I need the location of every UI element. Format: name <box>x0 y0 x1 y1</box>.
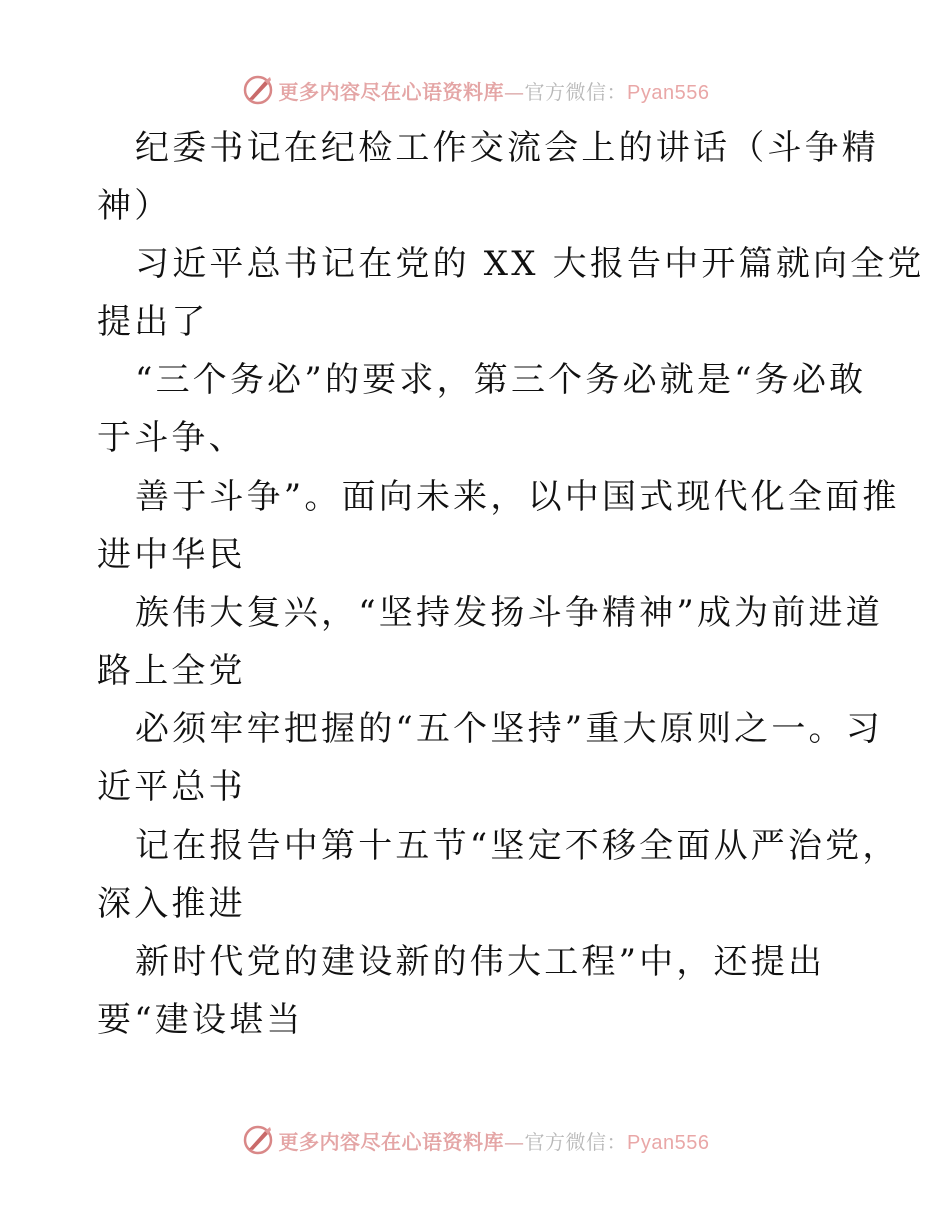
quill-logo-icon <box>241 1123 275 1157</box>
watermark-text: 更多内容尽在心语资料库—官方微信：Pyan556 <box>278 1129 710 1154</box>
watermark-text: 更多内容尽在心语资料库—官方微信：Pyan556 <box>278 79 710 104</box>
text-line: 于斗争、 <box>97 418 246 458</box>
text-line: 新时代党的建设新的伟大工程”中，还提出 <box>135 942 826 982</box>
text-line: 族伟大复兴，“坚持发扬斗争精神”成为前进道 <box>135 593 883 633</box>
text-line: 善于斗争”。面向未来，以中国式现代化全面推 <box>135 477 900 517</box>
text-line: 进中华民 <box>97 535 246 575</box>
text-line: 提出了 <box>97 302 209 342</box>
quill-logo-icon <box>241 73 275 107</box>
header-watermark <box>0 70 950 110</box>
text-line: 深入推进 <box>97 884 246 924</box>
text-line: 习近平总书记在党的 XX 大报告中开篇就向全党 <box>135 244 925 284</box>
text-line: 路上全党 <box>97 651 246 691</box>
text-line: 必须牢牢把握的“五个坚持”重大原则之一。习 <box>135 709 883 749</box>
text-line: 要“建设堪当 <box>97 1000 304 1040</box>
text-line: 神） <box>97 186 172 226</box>
text-line: 记在报告中第十五节“坚定不移全面从严治党， <box>135 826 900 866</box>
text-line: “三个务必”的要求，第三个务必就是“务必敢 <box>135 360 867 400</box>
text-line: 纪委书记在纪检工作交流会上的讲话（斗争精 <box>135 128 879 168</box>
footer-watermark <box>0 1120 950 1160</box>
text-line: 近平总书 <box>97 767 246 807</box>
